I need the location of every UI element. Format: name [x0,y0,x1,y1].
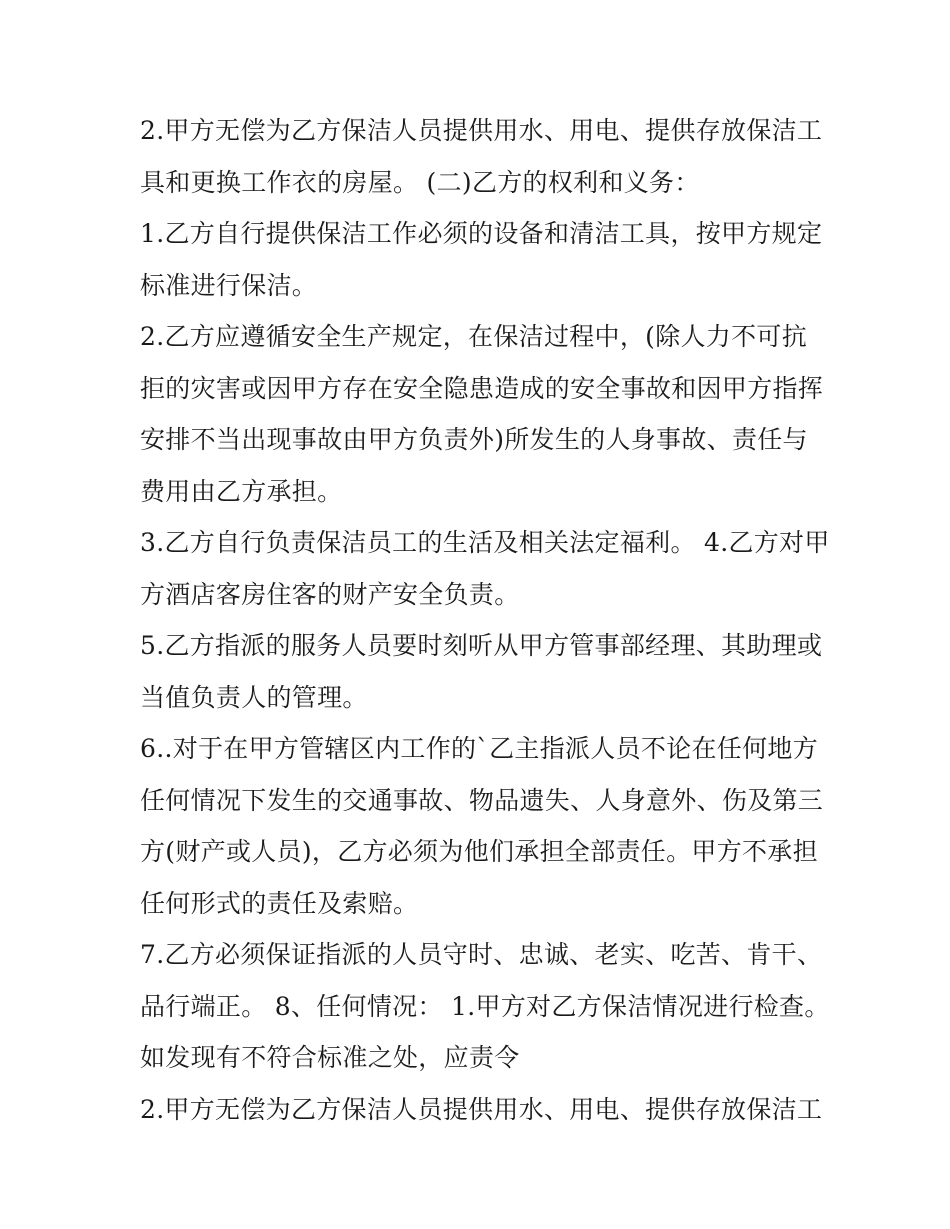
text-line: 1.乙方自行提供保洁工作必须的设备和清洁工具，按甲方规定 [140,219,823,248]
text-line: 品行端正。 8、任何情况： 1.甲方对乙方保洁情况进行检查。 [140,991,830,1021]
text-line: 5.乙方指派的服务人员要时刻听从甲方管事部经理、其助理或 [140,631,823,660]
text-line: 2.甲方无偿为乙方保洁人员提供用水、用电、提供存放保洁工 [140,1094,823,1124]
text-line: 2.乙方应遵循安全生产规定，在保洁过程中，(除人力不可抗 [140,322,808,351]
text-line: 6..对于在甲方管辖区内工作的`乙主指派人员不论在任何地方 [140,734,819,763]
text-line: 3.乙方自行负责保洁员工的生活及相关法定福利。 4.乙方对甲 [140,528,830,557]
text-line: 2.甲方无偿为乙方保洁人员提供用水、用电、提供存放保洁工 [140,116,823,145]
text-line: 具和更换工作衣的房屋。 (二)乙方的权利和义务： [140,167,700,197]
text-line: 方酒店客房住客的财产安全负责。 [140,579,520,609]
text-line: 当值负责人的管理。 [140,682,368,712]
text-line: 拒的灾害或因甲方存在安全隐患造成的安全事故和因甲方指挥 [140,373,824,403]
text-line: 如发现有不符合标准之处，应责令 [140,1043,520,1072]
text-line: 7.乙方必须保证指派的人员守时、忠诚、老实、吃苦、肯干、 [140,940,823,969]
text-line: 安排不当出现事故由甲方负责外)所发生的人身事故、责任与 [140,425,808,454]
text-line: 方(财产或人员)，乙方必须为他们承担全部责任。甲方不承担 [140,837,818,866]
text-line: 任何情况下发生的交通事故、物品遗失、人身意外、伤及第三 [140,785,824,815]
text-line: 标准进行保洁。 [140,270,318,300]
text-line: 任何形式的责任及索赔。 [140,888,419,918]
text-line: 费用由乙方承担。 [140,476,343,506]
document-body [140,105,830,1135]
